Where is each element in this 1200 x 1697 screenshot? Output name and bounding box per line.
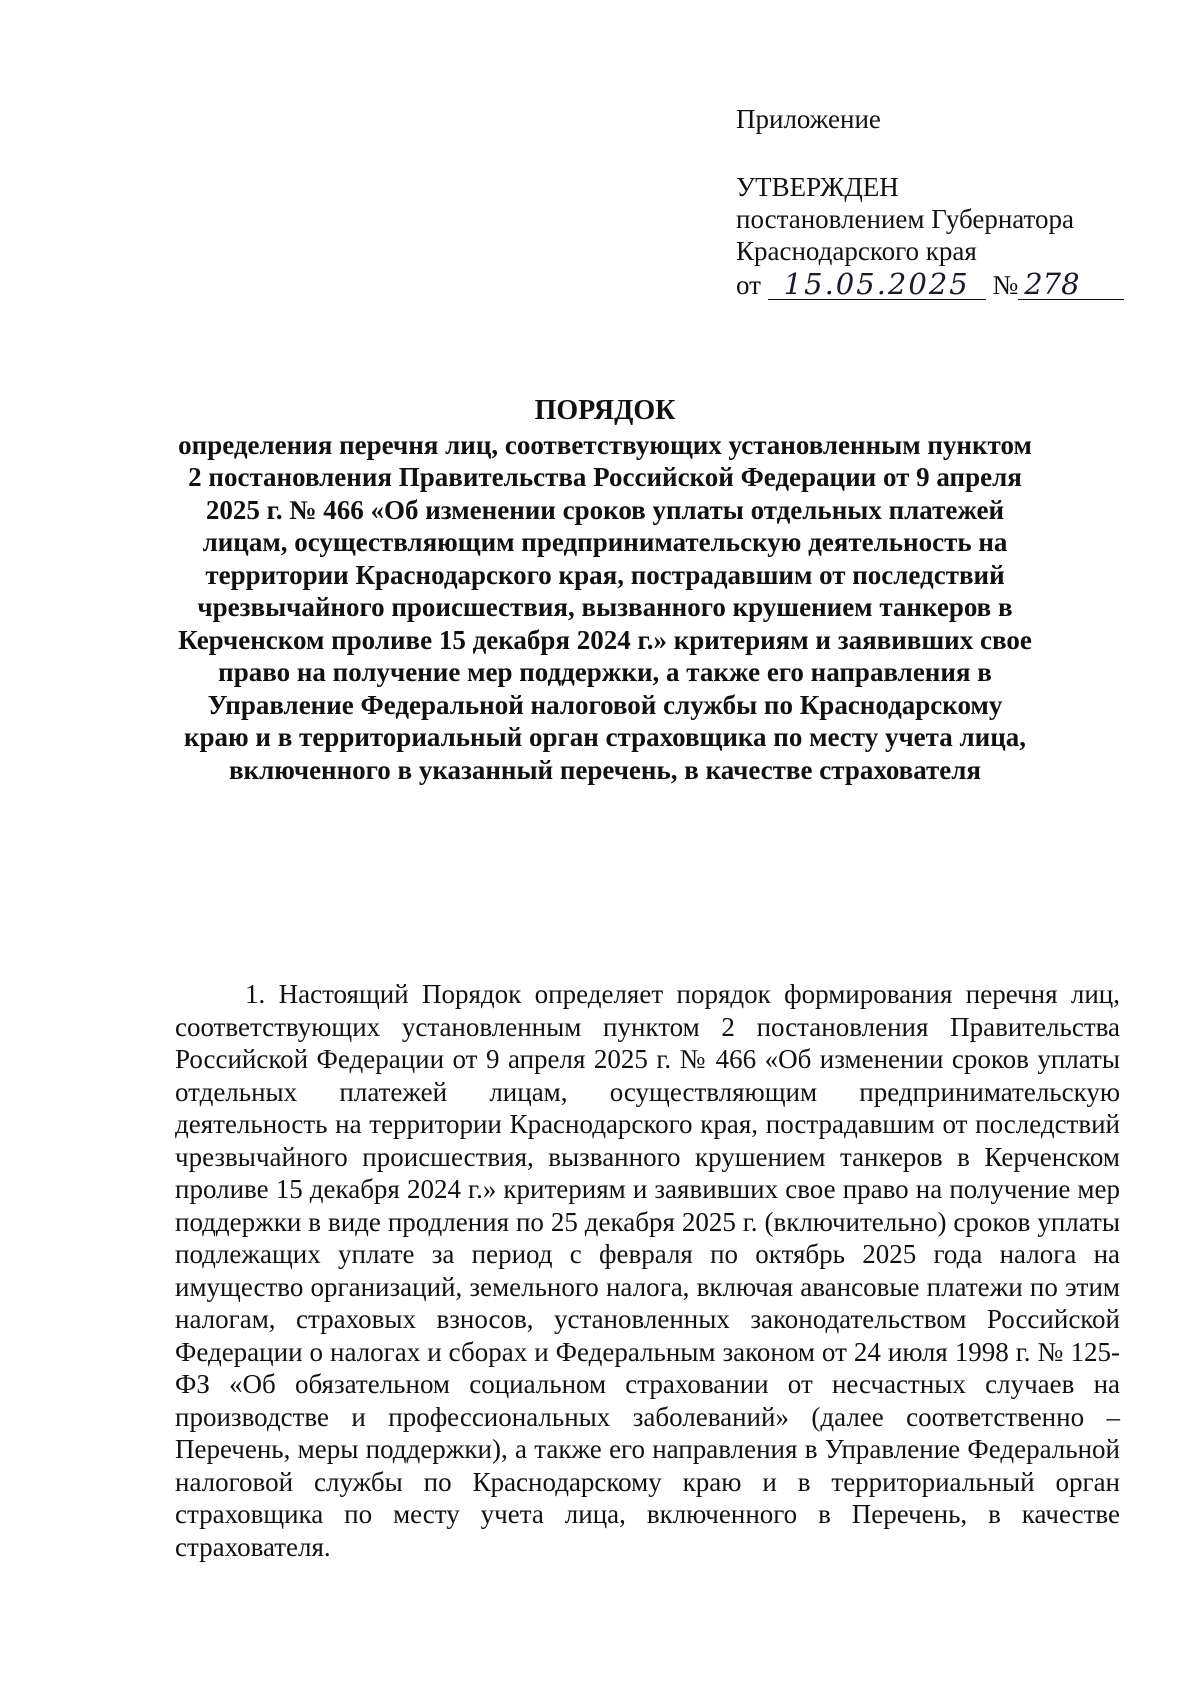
document-body xyxy=(175,978,1120,1563)
handwritten-date: 15.05.2025 xyxy=(768,269,986,300)
approval-stamp-block xyxy=(736,103,1136,301)
number-label: № xyxy=(992,270,1019,300)
from-label: от xyxy=(736,270,761,300)
annex-label: Приложение xyxy=(736,104,881,134)
handwritten-number: 278 xyxy=(1018,269,1124,300)
approved-region-line: Краснодарского края xyxy=(736,236,977,266)
title-subtitle: определения перечня лиц, соответствующих установленным пунктом 2 постановления Правительства Российской Федерации от 9 апреля 2025 г. № 466 «Об изменении сроков уплаты отдельных платежей лицам, осуществляющим предпринимательскую деятельность на территории Краснодарского края, пострадавшим от последствий чрезвычайного происшествия, вызванного крушением танкеров в Керченском проливе 15 декабря 2024 г.» критериям и заявивших свое право на получение мер поддержки, а также его направления в Управление Федеральной налоговой службы по Краснодарскому краю и в территориальный орган страховщика по месту учета лица, включенного в указанный перечень, в качестве страхователя xyxy=(178,429,1032,785)
date-number-line xyxy=(736,269,1136,301)
paragraph-1: 1. Настоящий Порядок определяет порядок формирования перечня лиц, соответствующих установленным пунктом 2 постановления Правительства Российской Федерации от 9 апреля 2025 г. № 466 «Об изменении сроков уплаты отдельных платежей лицам, осуществляющим предпринимательскую деятельность на территории Краснодарского края, пострадавшим от последствий чрезвычайного происшествия, вызванного крушением танкеров в Керченском проливе 15 декабря 2024 г.» критериям и заявивших свое право на получение мер поддержки в виде продления по 25 декабря 2025 г. (включительно) сроков уплаты подлежащих уплате за период с февраля по октябрь 2025 года налога на имущество организаций, земельного налога, включая авансовые платежи по этим налогам, страховых взносов, установленных законодательством Российской Федерации о налогах и сборах и Федеральным законом от 24 июля 1998 г. № 125-ФЗ «Об обязательном социальном страховании от несчастных случаев на производстве и профессиональных заболеваний» (далее соответственно – Перечень, меры поддержки), а также его направления в Управление Федеральной налоговой службы по Краснодарскому краю и в территориальный орган страховщика по месту учета лица, включенного в Перечень, в качестве страхователя. xyxy=(175,979,1120,1562)
approved-label: УТВЕРЖДЕН xyxy=(736,172,899,202)
approved-by-line: постановлением Губернатора xyxy=(736,204,1074,234)
title-heading: ПОРЯДОК xyxy=(534,395,676,426)
document-title xyxy=(175,395,1035,786)
